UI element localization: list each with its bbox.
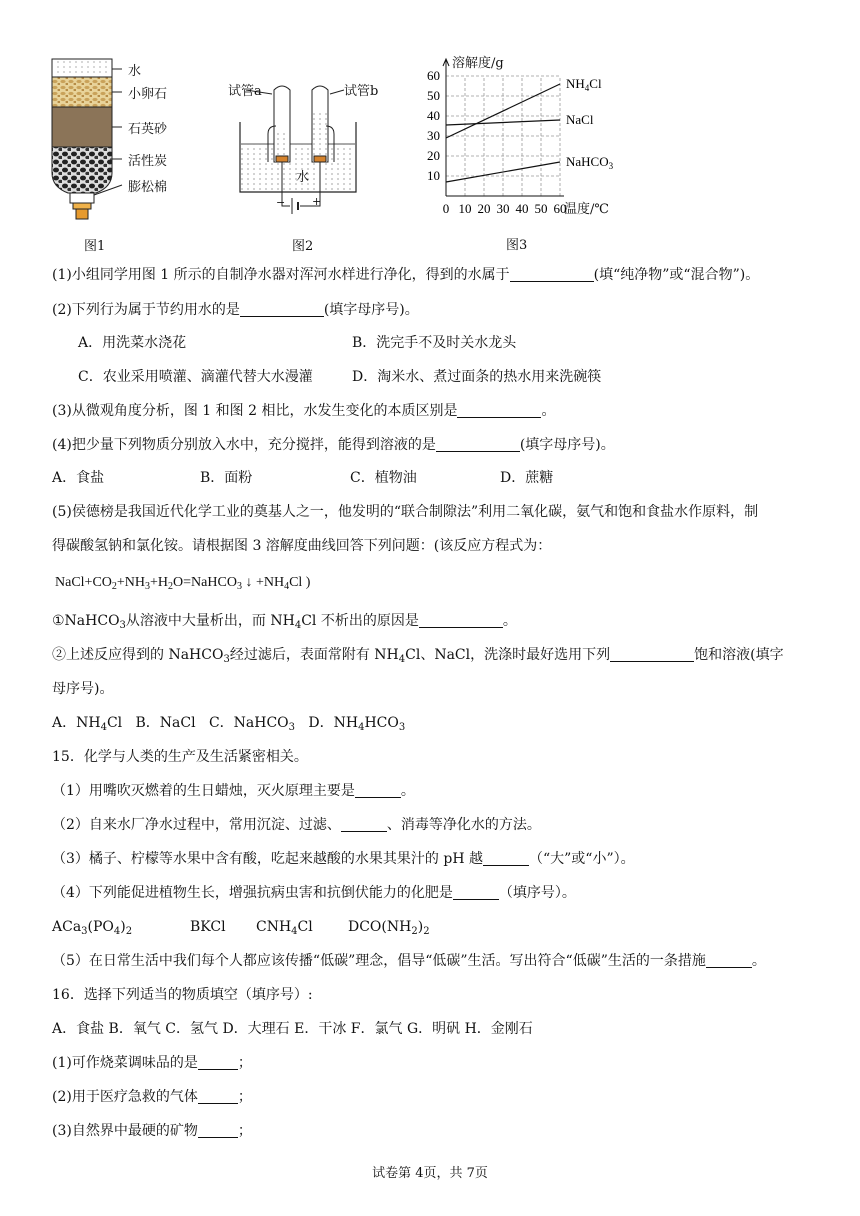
figure-2 bbox=[228, 82, 408, 257]
q14-part4: (4)把少量下列物质分别放入水中，充分搅拌，能得到溶液的是 (填字母序号)。 bbox=[52, 437, 615, 453]
answer-blank[interactable] bbox=[240, 302, 324, 317]
x-tick-label: 10 bbox=[458, 201, 472, 216]
q16-title: 16．选择下列适当的物质填空（填序号）: bbox=[52, 987, 313, 1003]
q14-part2-option-c: C．农业采用喷灌、滴灌代替大水漫灌 bbox=[78, 369, 313, 385]
q14-part5-line1: (5)侯德榜是我国近代化学工业的奠基人之一，他发明的“联合制隙法”利用二氧化碳，氨气和饱和食盐水作原料，制 bbox=[52, 504, 759, 520]
quartz-sand-layer bbox=[52, 107, 112, 147]
answer-blank[interactable] bbox=[483, 851, 529, 866]
answer-blank[interactable] bbox=[706, 953, 752, 968]
q14-part2-option-b: B．洗完手不及时关水龙头 bbox=[352, 335, 517, 351]
q15-part1: （1）用嘴吹灭燃着的生日蜡烛，灭火原理主要是 。 bbox=[52, 783, 415, 799]
label-cotton: 膨松棉 bbox=[128, 180, 168, 195]
x-tick-label: 30 bbox=[496, 201, 510, 216]
y-tick-label: 10 bbox=[427, 168, 440, 183]
series-label-nh4cl: $NH_4Cl$ bbox=[566, 76, 602, 93]
x-tick-label: 50 bbox=[534, 201, 548, 216]
solubility-chart bbox=[410, 50, 650, 222]
q14-part4-options: A．食盐 B．面粉 C．植物油 D．蔗糖 bbox=[52, 470, 554, 486]
q14-part5-line2: 得碳酸氢钠和氯化铵。请根据图 3 溶解度曲线回答下列问题：(该反应方程式为： bbox=[52, 538, 552, 554]
q15-part2: （2）自来水厂净水过程中，常用沉淀、过滤、 、消毒等净化水的方法。 bbox=[52, 817, 541, 833]
y-tick-label: 50 bbox=[427, 88, 440, 103]
pebble-layer bbox=[52, 77, 112, 107]
label-tube-b: 试管b bbox=[344, 84, 379, 99]
water-layer bbox=[52, 59, 112, 77]
answer-blank[interactable] bbox=[436, 437, 520, 452]
activated-carbon-layer bbox=[52, 147, 112, 193]
answer-blank[interactable] bbox=[355, 783, 401, 798]
q15-part4-options: $ACa_3(PO_4)_2$ BKCl $CNH_4Cl$ $DCO(NH_2)_2$ bbox=[52, 919, 430, 937]
label-tube-a: 试管a bbox=[228, 84, 262, 99]
label-activated-carbon: 活性炭 bbox=[128, 154, 168, 169]
reaction-equation: $NaCl+CO_2+NH_3+H_2O=NaHCO_3$ ↓ $+NH_4Cl$ ) bbox=[55, 575, 311, 592]
y-tick-label: 20 bbox=[427, 148, 440, 163]
x-tick-label: 0 bbox=[442, 201, 450, 216]
figure-3 bbox=[410, 50, 650, 255]
answer-blank[interactable] bbox=[457, 403, 541, 418]
label-pebble: 小卵石 bbox=[128, 87, 168, 102]
label-water: 水 bbox=[128, 64, 142, 79]
q16-part1: (1)可作烧菜调味品的是 ； bbox=[52, 1055, 252, 1071]
answer-blank[interactable] bbox=[510, 267, 594, 282]
label-quartz-sand: 石英砂 bbox=[128, 122, 168, 137]
x-tick-label: 20 bbox=[477, 201, 491, 216]
q14-part5-sub1: ①NaHCO$_3$从溶液中大量析出，而 $NH_4Cl$ 不析出的原因是 。 bbox=[52, 613, 517, 631]
cotton-layer bbox=[70, 193, 94, 203]
figure-1-caption: 图1 bbox=[84, 239, 106, 254]
label-minus: − bbox=[276, 196, 286, 209]
q14-part2-option-d: D．淘米水、煮过面条的热水用来洗碗筷 bbox=[352, 369, 602, 385]
series-label-nahco3: NaHCO$_3$ bbox=[566, 154, 614, 171]
label-plus: + bbox=[312, 195, 322, 208]
q15-part5: （5）在日常生活中我们每个人都应该传播“低碳”理念，倡导“低碳”生活。写出符合“低碳”生活的一条措施 。 bbox=[52, 953, 766, 969]
page-footer: 试卷第 4页，共 7页 bbox=[372, 1166, 488, 1181]
water-purifier-diagram bbox=[44, 55, 224, 230]
figure-1 bbox=[44, 55, 224, 255]
x-tick-label: 40 bbox=[515, 201, 529, 216]
q14-part5-sub2-line2: 母序号)。 bbox=[52, 681, 114, 697]
q14-part1: (1)小组同学用图 1 所示的自制净水器对浑河水样进行净化，得到的水属于 (填“纯净物”或“混合物”)。 bbox=[52, 267, 760, 283]
q14-part2: (2)下列行为属于节约用水的是 (填字母序号)。 bbox=[52, 302, 419, 318]
answer-blank[interactable] bbox=[198, 1089, 238, 1104]
label-water-basin: 水 bbox=[296, 170, 310, 185]
x-tick-label: 60 bbox=[553, 201, 567, 216]
q14-part5-sub2-options: A．$NH_4Cl$ B．NaCl C．NaHCO$_3$ D．$NH_4HCO_3$ bbox=[52, 715, 406, 733]
q15-title: 15．化学与人类的生产及生活紧密相关。 bbox=[52, 749, 308, 765]
figure-2-caption: 图2 bbox=[292, 239, 314, 254]
answer-blank[interactable] bbox=[453, 885, 499, 900]
chart-xlabel: 温度/℃ bbox=[564, 202, 609, 217]
q16-part2: (2)用于医疗急救的气体 ； bbox=[52, 1089, 252, 1105]
series-label-nacl: NaCl bbox=[566, 112, 594, 127]
q16-part3: (3)自然界中最硬的矿物 ； bbox=[52, 1123, 252, 1139]
q15-part4: （4）下列能促进植物生长，增强抗病虫害和抗倒伏能力的化肥是 （填序号）。 bbox=[52, 885, 576, 901]
y-tick-label: 60 bbox=[427, 68, 440, 83]
q14-part2-option-a: A．用洗菜水浇花 bbox=[78, 335, 187, 351]
q14-part3: (3)从微观角度分析，图 1 和图 2 相比，水发生变化的本质区别是 。 bbox=[52, 403, 556, 419]
q15-part3: （3）橘子、柠檬等水果中含有酸，吃起来越酸的水果其果汁的 pH 越 （“大”或“小”）。 bbox=[52, 851, 635, 867]
chart-ylabel: 溶解度/g bbox=[452, 56, 504, 71]
q14-part5-sub2: ②上述反应得到的 NaHCO$_3$经过滤后，表面常附有 $NH_4Cl$、NaCl，洗涤时最好选用下列 饱和溶液(填字 bbox=[52, 647, 784, 665]
answer-blank[interactable] bbox=[610, 647, 694, 662]
y-tick-label: 40 bbox=[427, 108, 440, 123]
answer-blank[interactable] bbox=[198, 1055, 238, 1070]
answer-blank[interactable] bbox=[341, 817, 387, 832]
y-tick-label: 30 bbox=[427, 128, 440, 143]
answer-blank[interactable] bbox=[419, 613, 503, 628]
q16-options: A．食盐 B．氧气 C．氢气 D．大理石 E．干冰 F．氯气 G．明矾 H．金刚石 bbox=[52, 1021, 533, 1037]
figure-3-caption: 图3 bbox=[506, 238, 528, 253]
answer-blank[interactable] bbox=[198, 1123, 238, 1138]
